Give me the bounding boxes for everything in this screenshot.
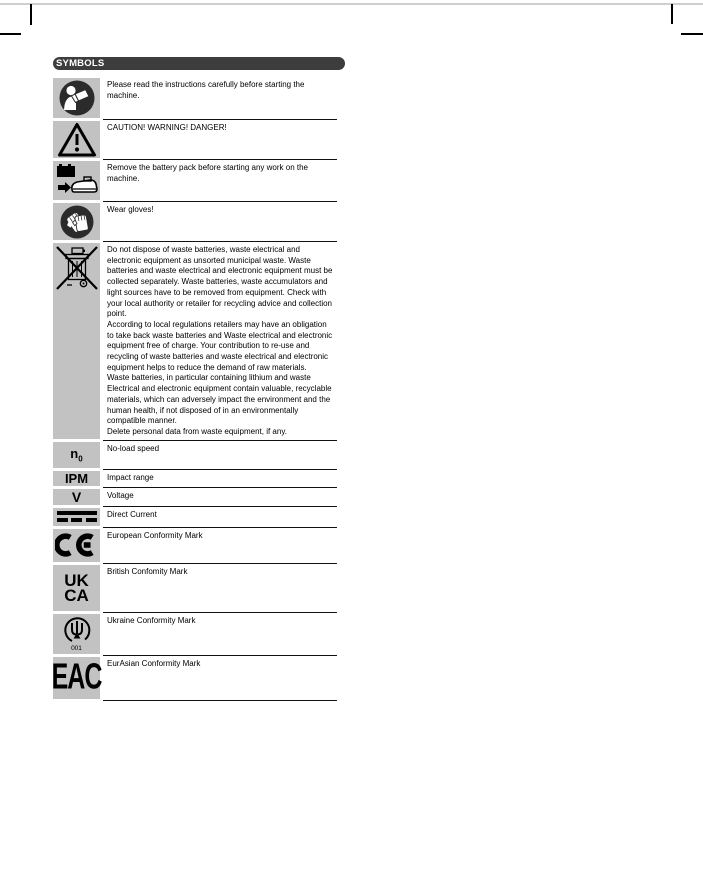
ukca-mark [53,565,100,611]
table-row [53,507,337,528]
symbol-description: British Confomity Mark [103,564,337,613]
table-row [53,441,337,470]
crop-mark-top-left-horizontal [0,33,21,35]
crop-mark-top-right-vertical [671,4,673,24]
symbol-description: European Conformity Mark [103,528,337,564]
ce-mark-icon [53,529,100,562]
table-row [53,528,337,564]
wear-gloves-icon [53,203,100,240]
no-load-speed-symbol [53,442,100,468]
symbol-description: Please read the instructions carefully before starting the machine. [103,77,337,120]
crop-mark-top-left-vertical [30,4,32,25]
symbol-description: Voltage [103,488,337,507]
crop-mark-top-right-horizontal [681,33,703,35]
eac-symbol: EAC [51,656,102,698]
weee-crossed-bin-icon [53,243,100,439]
table-row [53,160,337,202]
weee-paragraph: According to local regulations retailers may have an obligation to take back waste batteries and Waste electrical and electronic equipment free of charge. Your contribution to re-use and recycling of waste batteries and waste electrical and electronic equipment helps to reduce the demand of raw materials. [107,319,333,372]
symbol-description: No-load speed [103,441,337,470]
symbol-description: Direct Current [103,507,337,528]
section-title-bar [53,57,345,70]
weee-paragraph: Do not dispose of waste batteries, waste electrical and electronic equipment as unsorted municipal waste. Waste batteries and waste electrical and electronic equipment must be collected separately. Waste batteries, waste accumulators and light sources have to be removed from equipment. Check with your local authority or retailer for recycling advice and collection point. [107,245,333,319]
voltage-symbol [53,489,100,505]
symbols-section [53,57,345,701]
symbol-description: Wear gloves! [103,202,337,242]
symbol-description: Impact range [103,470,337,488]
symbol-description: Remove the battery pack before starting any work on the machine. [103,160,337,202]
read-manual-icon [53,78,100,118]
dc-icon [57,511,97,522]
direct-current-symbol [53,508,100,526]
table-row [53,120,337,160]
weee-paragraph: Waste batteries, in particular containing lithium and waste Electrical and electronic equipment contain valuable, recyclable materials, which can adversely impact the environment and the human health, if not disposed of in an environmentally compatible manner. [107,373,332,426]
section-title: SYMBOLS [56,58,105,69]
remove-battery-icon [53,161,100,200]
weee-paragraph: Delete personal data from waste equipment, if any. [107,426,287,436]
table-row [53,470,337,488]
table-row [53,656,337,701]
table-row [53,613,337,656]
ukraine-mark-number: 001 [71,645,82,653]
symbol-description: EurAsian Conformity Mark [103,656,337,701]
n0-symbol: $n_0$ [70,445,83,464]
symbol-description [103,242,337,441]
table-row [53,564,337,613]
v-symbol: V [71,488,82,505]
symbols-table [53,77,337,701]
eac-mark [53,657,100,699]
page-top-rule [0,3,703,5]
table-row [53,202,337,242]
table-row [53,488,337,507]
warning-triangle-icon [53,121,100,158]
ipm-symbol: IPM [64,470,89,486]
symbol-description: Ukraine Conformity Mark [103,613,337,656]
ukraine-conformity-mark-icon [53,614,100,654]
table-row [53,242,337,441]
ukca-symbol: UK CA [64,570,89,605]
impact-range-symbol [53,471,100,486]
symbol-description: CAUTION! WARNING! DANGER! [103,120,337,160]
table-row [53,77,337,120]
